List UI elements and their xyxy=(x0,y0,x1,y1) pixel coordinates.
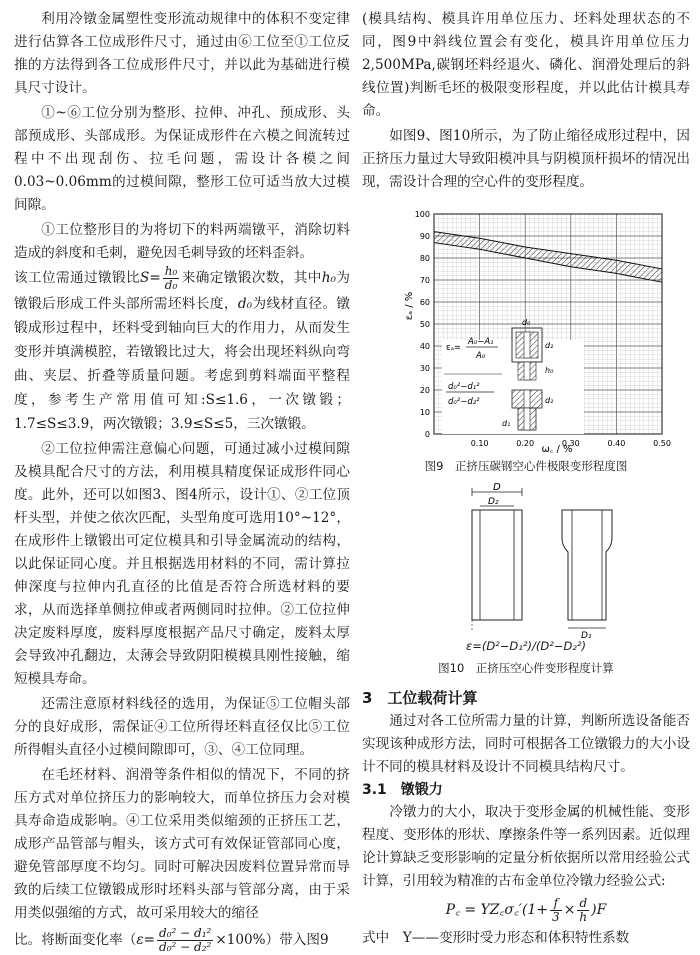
svg-text:D₂: D₂ xyxy=(488,497,499,507)
svg-text:d₀: d₀ xyxy=(522,318,531,327)
x-axis-label: ω꜀ / % xyxy=(541,444,573,455)
paragraph: 利用冷镦金属塑性变形流动规律中的体积不变定律进行估算各工位成形件尺寸，通过由⑥工位至①工位反推的方法得到各工位成形件尺寸，并以此为基础进行模具尺寸设计。 xyxy=(14,11,350,96)
billet-before xyxy=(472,482,522,630)
fraction-section: $\frac{\text{d₀² − d₁²}}{\text{d₀² − d₂²}}$ xyxy=(159,926,212,954)
part-after xyxy=(562,510,612,638)
right-column xyxy=(362,8,690,949)
x-tick-label: 0.50 xyxy=(653,439,671,448)
svg-text:D₁: D₁ xyxy=(581,631,592,638)
y-tick-label: 30 xyxy=(419,364,430,373)
inset-formula xyxy=(442,318,584,434)
y-tick-label: 0 xyxy=(424,430,430,439)
y-tick-label: 50 xyxy=(419,320,430,329)
left-column xyxy=(14,8,350,955)
x-tick-label: 0.10 xyxy=(470,439,489,448)
subsection-title: 3.1 镦锻力 xyxy=(362,782,443,798)
y-tick-label: 70 xyxy=(419,276,430,285)
svg-text:d₂: d₂ xyxy=(545,341,554,350)
x-tick-label: 0.20 xyxy=(516,439,535,448)
svg-text:A₀−A₁: A₀−A₁ xyxy=(468,337,494,347)
svg-text:d₂: d₂ xyxy=(545,396,554,405)
paragraph: ②工位拉伸需注意偏心问题，可通过减小过模间隙及模具配合尺寸的方法，利用模具精度保证成形件同心度。此外，还可以如图3、图4所示，设计①、②工位顶杆头型，并使之依次匹配，头型角度可选用10°~12°，在成形件上镦锻出可定位模具和引导金属流动的结构，以此保证同心度。并且根据选用材料的不同，需计算拉伸深度与拉伸内孔直径的比值是否符合所选材料的要求，从而选择单侧拉伸或者两侧同时拉伸。②工位拉伸决定废料厚度，废料厚度根据产品尺寸确定，废料太厚会导致冲孔翻边，太薄会导致阴阳模模具刚性接触，缩短模具寿命。 xyxy=(14,441,350,687)
figure-10-caption: 图10 正挤压空心件变形程度计算 xyxy=(438,661,614,675)
upsetting-force-formula: P꜀ = YZ꜀σ꜀′(1+ $\frac{f}{3}$ × $\frac{d}{h}$ )F xyxy=(445,895,607,924)
svg-text:εₐ=: εₐ= xyxy=(446,343,462,353)
y-tick-label: 90 xyxy=(419,232,430,241)
y-tick-label: 60 xyxy=(419,298,430,307)
y-tick-label: 10 xyxy=(419,408,430,417)
svg-text:d₀²−d₂²: d₀²−d₂² xyxy=(448,397,480,407)
paragraph-section-ratio: 比。将断面变化率（ε= $\frac{\text{d₀² − d₁²}}{\text{d₀² − d₂²}}$ ×100%）带入图9 xyxy=(14,926,329,954)
y-tick-label: 40 xyxy=(419,342,430,351)
section-title: 3 工位载荷计算 xyxy=(362,689,478,707)
figure-10-formula: ε=(D²−D₁²)/(D²−D₂²) xyxy=(465,639,587,653)
svg-text:d₁: d₁ xyxy=(502,419,511,428)
svg-text:h₀: h₀ xyxy=(545,366,554,375)
paragraph: ①工位整形目的为将切下的料两端镦平，消除切料造成的斜度和毛刺，避免因毛刺导致的坯料歪斜。 xyxy=(14,222,350,261)
paragraph: 如图9、图10所示，为了防止缩径成形过程中，因正挤压力量过大导致阳模冲具与阴模顶杆损坏的情况出现，需设计合理的空心件的变形程度。 xyxy=(362,128,690,190)
paragraph: 冷镦力的大小，取决于变形金属的机械性能、变形程度、变形体的形状、摩擦条件等一系列因素。近似理论计算缺乏变形影响的定量分析依据所以常用经验公式计算，引用较为精准的古布金单位冷镦力经验公式: xyxy=(362,804,690,889)
y-tick-label: 20 xyxy=(419,386,430,395)
figure-9-caption: 图9 正挤压碳钢空心件极限变形程度图 xyxy=(424,459,628,473)
paragraph: 还需注意原材料线径的选用，为保证⑤工位帽头部分的良好成形，需保证④工位所得坯料直径仅比⑤工位所得帽头直径小过模间隙即可，③、④工位同理。 xyxy=(14,696,350,758)
y-tick-label: 80 xyxy=(419,254,430,263)
svg-text:A₀: A₀ xyxy=(476,351,486,361)
x-tick-label: 0.40 xyxy=(607,439,626,448)
paragraph: (模具结构、模具许用单位压力、坯料处理状态的不同，图9中斜线位置会有变化，模具许用单位压力2,500MPa,碳钢坯料经退火、磷化、润滑处理后的斜线位置)判断毛坯的极限变形程度，并以此估计模具寿命。 xyxy=(362,11,690,119)
chart-extrusion-limit xyxy=(362,198,690,458)
figure-10 xyxy=(362,482,690,638)
y-axis-label: εₐ / % xyxy=(404,291,415,321)
paragraph-upset-ratio: 该工位需通过镦锻比S= $\frac{\text{h₀}}{\text{d₀}}$ 来确定镦锻次数，其中h₀为镦锻后形成工件头部所需坯料长度，d₀为线材直径。镦锻成形过程中，坯料受到轴向巨大的作用力，从而发生变形并填满模腔，若镦锻比过大，将会出现坯料纵向弯曲、夹层、折叠等质量问题。考虑到剪料端面平整程度，参考生产常用值可知:S≤1.6，一次镦锻；1.7≤S≤3.9，两次镦锻；3.9≤S≤5，三次镦锻。 xyxy=(14,264,351,432)
paragraph: 通过对各工位所需力量的计算，判断所选设备能否实现该种成形方法，同时可根据各工位镦锻力的大小设计不同的模具材料及设计不同模具结构尺寸。 xyxy=(362,713,690,775)
x-tick-label: 0.30 xyxy=(561,439,580,448)
paragraph: 在毛坯材料、润滑等条件相似的情况下，不同的挤压方式对单位挤压力的影响较大，而单位挤压力会对模具寿命造成影响。④工位采用类似缩颈的正挤压工艺，成形产品管部与帽头，该方式可有效保证管部同心度，避免管部厚度不均匀。同时可解决因废料位置异常而导致的后续工位镦锻成形时坯料头部与管部分离，由于采用类似强缩的方式，故可采用较大的缩径 xyxy=(14,767,350,921)
fraction-h0-d0: $\frac{\text{h₀}}{\text{d₀}}$ xyxy=(164,264,178,292)
y-tick-label: 100 xyxy=(414,210,430,219)
svg-text:D: D xyxy=(493,482,501,493)
svg-text:d₀²−d₁²: d₀²−d₁² xyxy=(448,382,480,392)
figure-9 xyxy=(362,198,690,458)
hollow-part-sketch xyxy=(362,482,690,638)
formula-where: 式中 Y——变形时受力形态和体积特性系数 xyxy=(362,930,630,946)
paragraph: ①~⑥工位分别为整形、拉伸、冲孔、预成形、头部预成形、头部成形。为保证成形件在六模之间流转过程中不出现刮伤、拉毛问题，需设计各模之间0.03~0.06mm的过模间隙，整形工位可适当放大过模间隙。 xyxy=(14,105,350,213)
formula-s: S xyxy=(140,270,150,286)
